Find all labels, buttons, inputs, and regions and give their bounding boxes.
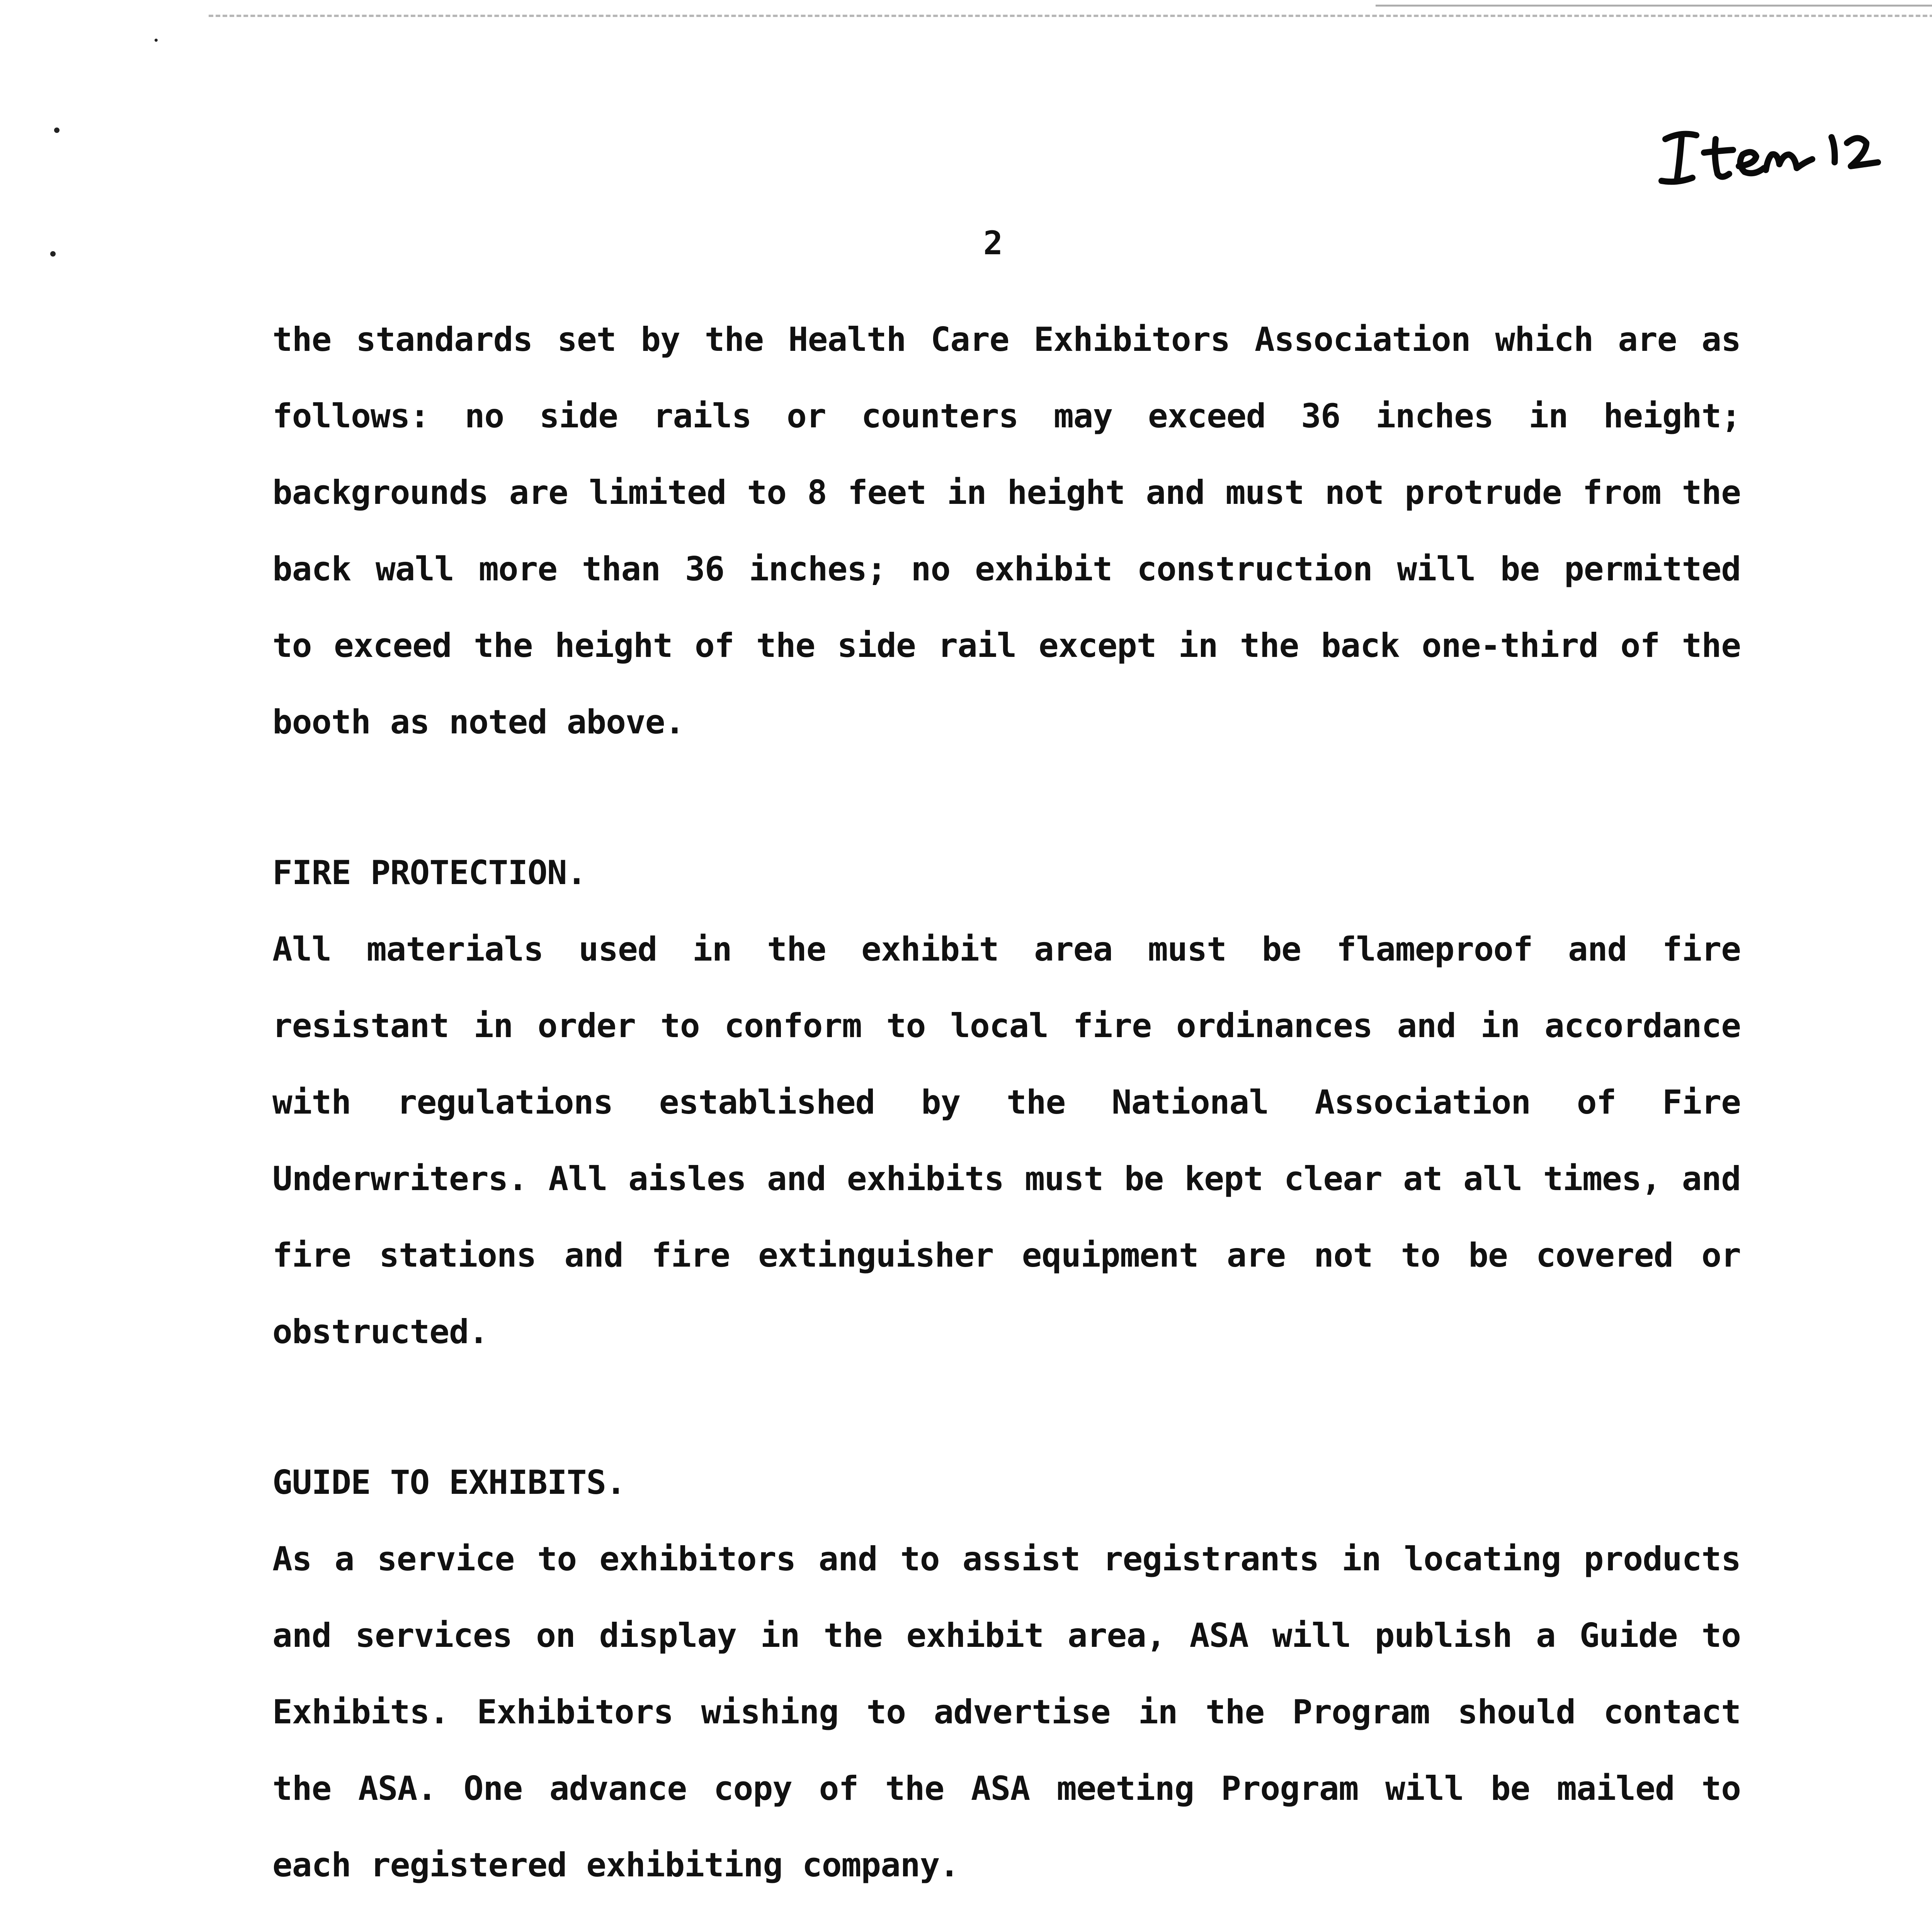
scan-artifact-dot [50, 251, 56, 257]
scan-artifact-dot [54, 128, 60, 133]
section-spacer [272, 1370, 1741, 1444]
handwritten-item-number [1650, 116, 1889, 193]
guide-to-exhibits-heading: GUIDE TO EXHIBITS. [272, 1463, 626, 1502]
guide-to-exhibits-paragraph: As a service to exhibitors and to assist registrants in locating products and services on display in the exhibit area, ASA will publish a Guide to Exhibits. Exhibitors wishing to advertise in the Program should contact the ASA. One advance copy of the ASA meeting Program will be mailed to each registered exhibiting company. [272, 1540, 1741, 1884]
fire-protection-heading: FIRE PROTECTION. [272, 854, 587, 892]
section-spacer [272, 1903, 1741, 1932]
scan-artifact-line-right [1376, 5, 1932, 7]
intro-paragraph: the standards set by the Health Care Exhibitors Association which are as follows: no side rails or counters may exceed 36 inches in height; backgrounds are limited to 8 feet in height and must not protrude from the back wall more than 36 inches; no exhibit construction will be permitted to exceed the height of the side rail except in the back one-third of the booth as noted above. [272, 320, 1741, 742]
fire-protection-paragraph: All materials used in the exhibit area must be flameproof and fire resistant in order to conform to local fire ordinances and in accordance with regulations established by the National Association of Fire Underwriters. All aisles and exhibits must be kept clear at all times, and fire stations and fire extinguisher equipment are not to be covered or obstructed. [272, 930, 1741, 1351]
page-number: 2 [983, 224, 1003, 262]
document-body [272, 301, 1741, 1932]
section-spacer [272, 760, 1741, 835]
scan-artifact-line [209, 15, 1932, 17]
scan-artifact-dot [155, 39, 158, 42]
